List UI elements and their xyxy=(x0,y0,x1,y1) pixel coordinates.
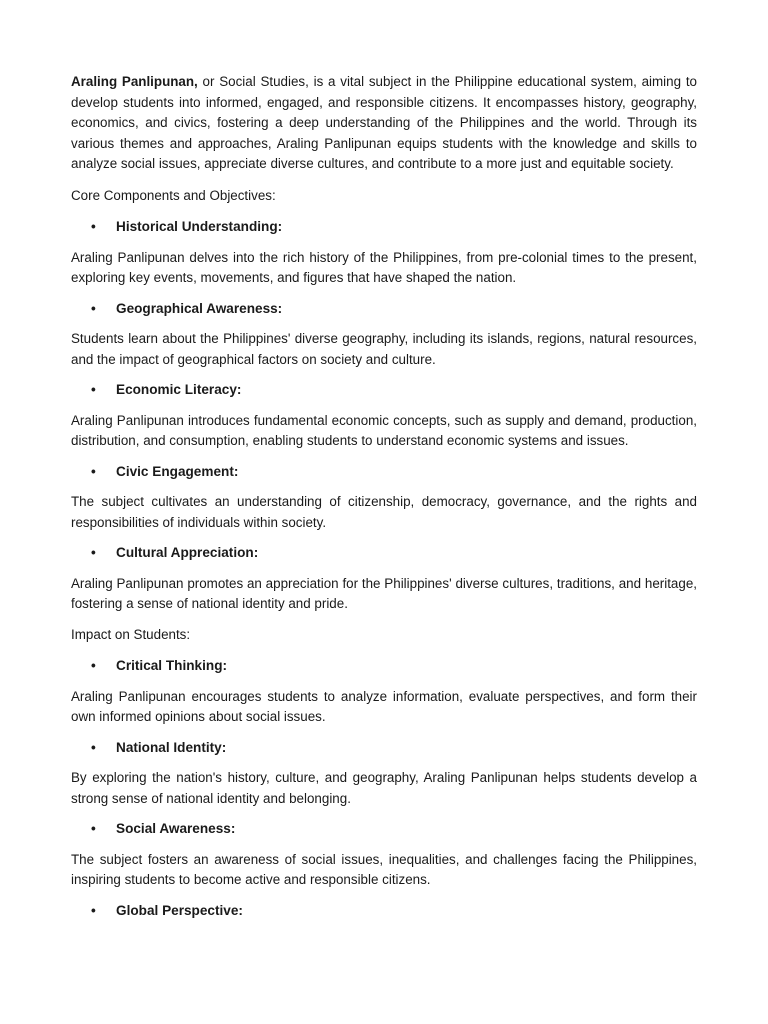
paragraph-civic-engagement: The subject cultivates an understanding of citizenship, democracy, governance, and the rights and responsibilities of individuals within society. xyxy=(71,494,697,530)
bullet-title: Economic Literacy: xyxy=(116,382,242,397)
bullet-social-awareness xyxy=(71,819,697,840)
bullet-dot: • xyxy=(91,821,96,836)
bullet-economic-literacy xyxy=(71,380,697,401)
bullet-title: Geographical Awareness: xyxy=(116,300,283,316)
bullet-civic-engagement xyxy=(71,462,697,483)
bullet-dot: • xyxy=(91,739,96,755)
bullet-dot: • xyxy=(91,382,96,397)
bullet-dot: • xyxy=(91,902,96,918)
paragraph-economic-literacy: Araling Panlipunan introduces fundamental economic concepts, such as supply and demand, production, distribution, and consumption, enabling students to understand economic systems and issues. xyxy=(71,412,697,448)
intro-lead: Araling Panlipunan, xyxy=(71,74,198,89)
bullet-title: Civic Engagement: xyxy=(116,463,239,479)
impact-on-students-label: Impact on Students: xyxy=(71,626,191,642)
bullet-title: National Identity: xyxy=(116,739,227,755)
bullet-title: Global Perspective: xyxy=(116,902,243,918)
bullet-historical-understanding xyxy=(71,217,697,238)
bullet-critical-thinking xyxy=(71,656,697,677)
bullet-dot: • xyxy=(91,300,96,316)
paragraph-historical-understanding: Araling Panlipunan delves into the rich history of the Philippines, from pre-colonial times to the present, exploring key events, movements, and figures that have shaped the nation. xyxy=(71,249,697,285)
paragraph-geographical-awareness: Students learn about the Philippines' diverse geography, including its islands, regions, natural resources, and the impact of geographical factors on society and culture. xyxy=(71,331,697,367)
bullet-dot: • xyxy=(91,219,96,234)
bullet-title: Cultural Appreciation: xyxy=(116,545,259,560)
bullet-title: Historical Understanding: xyxy=(116,219,283,234)
paragraph-social-awareness: The subject fosters an awareness of social issues, inequalities, and challenges facing the Philippines, inspiring students to become active and responsible citizens. xyxy=(71,851,697,887)
bullet-cultural-appreciation xyxy=(71,543,697,564)
bullet-national-identity xyxy=(71,738,697,759)
paragraph-critical-thinking: Araling Panlipunan encourages students to analyze information, evaluate perspectives, and form their own informed opinions about social issues. xyxy=(71,688,697,724)
bullet-dot: • xyxy=(91,545,96,560)
bullet-dot: • xyxy=(91,463,96,479)
bullet-title: Critical Thinking: xyxy=(116,658,228,673)
intro-paragraph xyxy=(71,72,697,175)
bullet-dot: • xyxy=(91,658,96,673)
paragraph-national-identity: By exploring the nation's history, culture, and geography, Araling Panlipunan helps students develop a strong sense of national identity and belonging. xyxy=(71,770,697,806)
bullet-geographical-awareness xyxy=(71,299,697,320)
paragraph-cultural-appreciation: Araling Panlipunan promotes an appreciation for the Philippines' diverse cultures, traditions, and heritage, fostering a sense of national identity and pride. xyxy=(71,575,697,611)
core-components-label: Core Components and Objectives: xyxy=(71,187,276,203)
bullet-title: Social Awareness: xyxy=(116,821,236,836)
document-page xyxy=(71,72,697,931)
intro-text: or Social Studies, is a vital subject in the Philippine educational system, aiming to develop students into informed, engaged, and responsible citizens. It encompasses history, geography, economics, and civics, fostering a deep understanding of the Philippines and the world. Through its various themes and approaches, Araling Panlipunan equips students with the knowledge and skills to analyze social issues, appreciate diverse cultures, and contribute to a more just and equitable society. xyxy=(71,74,697,171)
bullet-global-perspective xyxy=(71,901,697,922)
